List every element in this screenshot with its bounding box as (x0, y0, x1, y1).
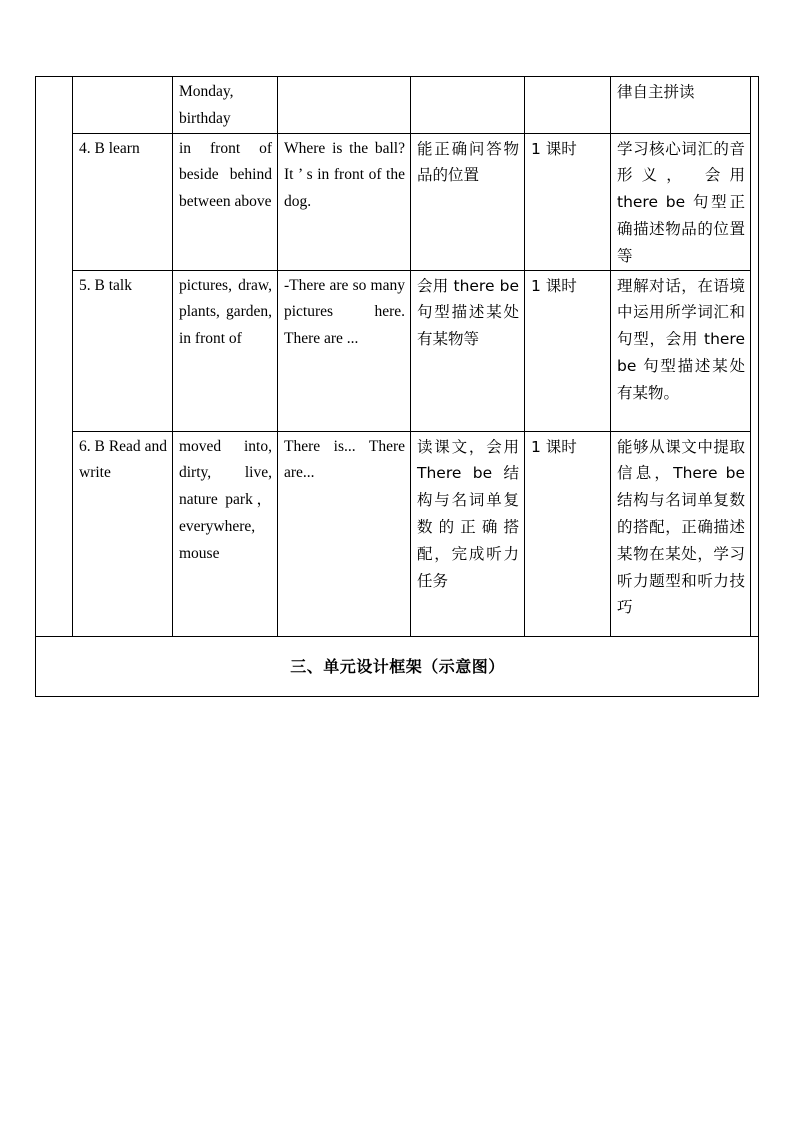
sentences-cell (278, 77, 411, 134)
lesson-cell: 6. B Read and write (73, 431, 173, 636)
objective-cell: 学习核心词汇的音形义， 会用 there be 句型正确描述物品的位置等 (611, 133, 751, 270)
table-row (36, 77, 759, 134)
table-row (36, 431, 759, 636)
vocabulary-cell: in front of beside behind between above (173, 133, 278, 270)
vocabulary-cell: pictures, draw, plants, garden, in front of (173, 270, 278, 431)
duration-cell: 1 课时 (525, 431, 611, 636)
outer-right-column (751, 77, 759, 637)
lesson-cell: 4. B learn (73, 133, 173, 270)
lesson-cell (73, 77, 173, 134)
section-heading: 三、单元设计框架（示意图） (36, 636, 759, 696)
duration-cell: 1 课时 (525, 133, 611, 270)
goal-cell: 会用 there be 句型描述某处有某物等 (411, 270, 525, 431)
goal-cell: 读课文，会用 There be 结构与名词单复数的正确搭配，完成听力任务 (411, 431, 525, 636)
objective-cell: 律自主拼读 (611, 77, 751, 134)
objective-cell: 理解对话，在语境中运用所学词汇和句型，会用 there be 句型描述某处有某物。 (611, 270, 751, 431)
vocabulary-cell: moved into, dirty, live, nature park，everywhere, mouse (173, 431, 278, 636)
sentences-cell: There is... There are... (278, 431, 411, 636)
table-row (36, 270, 759, 431)
section-row (36, 636, 759, 696)
goal-cell (411, 77, 525, 134)
vocabulary-cell: Monday, birthday (173, 77, 278, 134)
sentences-cell: Where is the ball? It ’ s in front of the dog. (278, 133, 411, 270)
objective-cell: 能够从课文中提取信息，There be 结构与名词单复数的搭配，正确描述某物在某处，学习听力题型和听力技巧 (611, 431, 751, 636)
lesson-cell: 5. B talk (73, 270, 173, 431)
sentences-cell: -There are so many pictures here. There are ... (278, 270, 411, 431)
duration-cell (525, 77, 611, 134)
table-row (36, 133, 759, 270)
outer-left-column (36, 77, 73, 637)
lesson-plan-table (35, 76, 759, 697)
duration-cell: 1 课时 (525, 270, 611, 431)
goal-cell: 能正确问答物品的位置 (411, 133, 525, 270)
